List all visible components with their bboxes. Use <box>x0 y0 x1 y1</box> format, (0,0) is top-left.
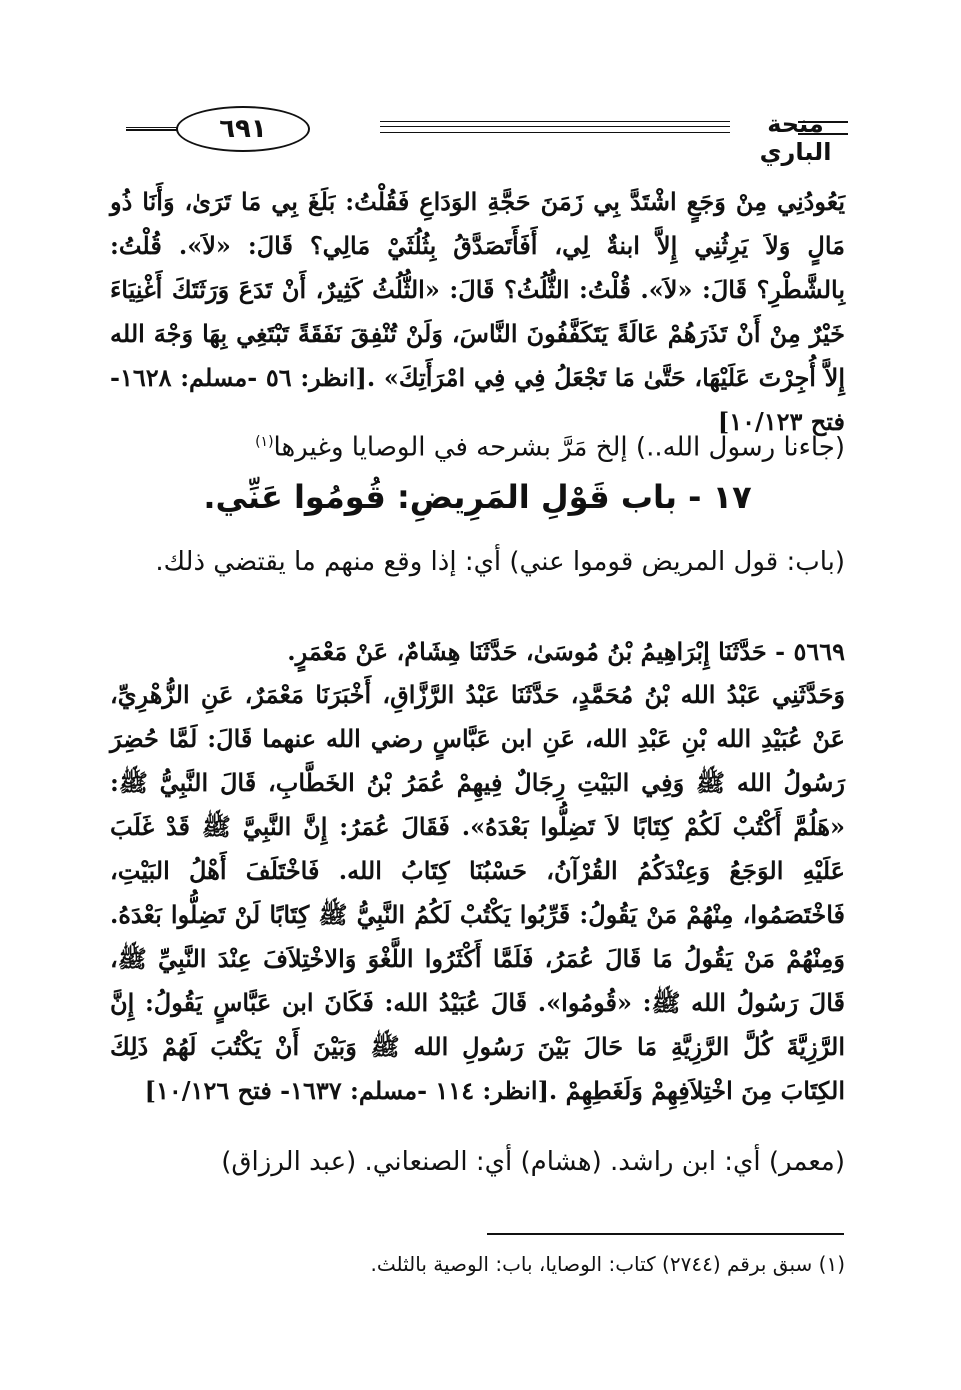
hadith-continuation: يَعُودُنِي مِنْ وَجَعٍ اشْتَدَّ بِي زَمَنَ حَجَّةِ الوَدَاعِ فَقُلْتُ: بَلَغَ بِي مَا تَرَىٰ، وَأَنَا ذُو مَالٍ وَلاَ يَرِثُنِي إِلاَّ ابنةٌ لِي، أَفَأَتَصَدَّقُ بِثُلُثَيْ مَالِي؟ قَالَ: «لاَ». قُلْتُ: بِالشَّطْرِ؟ قَالَ: «لاَ». قُلْتُ: الثُّلُثُ؟ قَالَ: «الثُّلُثُ كَثِيرٌ، أَنْ تَدَعَ وَرَثَتَكَ أَغْنِيَاءَ خَيْرٌ مِنْ أَنْ تَذَرَهُمْ عَالَةً يَتَكَفَّفُونَ النَّاسَ، وَلَنْ تُنْفِقَ نَفَقَةً تَبْتَغِي بِهَا وَجْهَ الله إِلاَّ أُجِرْتَ عَلَيْهَا، حَتَّىٰ مَا تَجْعَلُ فِي فِي امْرَأَتِكَ» .[انظر: ٥٦ -مسلم: ١٦٢٨- فتح ١٠/١٢٣] <box>110 187 845 436</box>
hadith-isnad: ٥٦٦٩ - حَدَّثَنَا إِبْرَاهِيمُ بْنُ مُوسَىٰ، حَدَّثَنَا هِشَامٌ، عَنْ مَعْمَرٍ. <box>287 637 845 666</box>
commentary-1-text: (جاءنا رسول الله..) إلخ مَرَّ بشرحه في الوصايا وغيرها <box>273 432 845 463</box>
commentary-paragraph-3: (معمر) أي: ابن راشد. (هشام) أي: الصنعاني. (عبد الرزاق) <box>221 1147 845 1177</box>
footnote: (١) سبق برقم (٢٧٤٤) كتاب: الوصايا، باب: الوصية بالثلث. <box>370 1252 845 1276</box>
commentary-paragraph-1 <box>110 420 845 470</box>
chapter-title: ١٧ - باب قَوْلِ المَرِيضِ: قُومُوا عَنِّي. <box>203 478 752 516</box>
running-title: منحة الباري <box>759 110 832 166</box>
commentary-paragraph-2: (باب: قول المريض قوموا عني) أي: إذا وقع منهم ما يقتضي ذلك. <box>155 547 845 577</box>
footnote-separator <box>487 1233 844 1235</box>
page-number: ٦٩١ <box>176 106 310 152</box>
footnote-ref: (١) <box>255 434 274 450</box>
hadith-body: وَحَدَّثَنِي عَبْدُ الله بْنُ مُحَمَّدٍ، حَدَّثَنَا عَبْدُ الرَّزَّاقِ، أَخْبَرَنَا مَعْمَرٌ، عَنِ الزُّهْرِيِّ، عَنْ عُبَيْدِ الله بْنِ عَبْدِ الله، عَنِ ابن عَبَّاسٍ رضي الله عنهما قَالَ: لَمَّا حُضِرَ رَسُولُ الله ﷺ وَفِي البَيْتِ رِجَالٌ فِيهِمْ عُمَرُ بْنُ الخَطَّابِ، قَالَ النَّبِيُّ ﷺ: «هَلُمَّ أَكْتُبْ لَكُمْ كِتَابًا لاَ تَضِلُّوا بَعْدَهُ». فَقَالَ عُمَرُ: إِنَّ النَّبِيَّ ﷺ قَدْ غَلَبَ عَلَيْهِ الوَجَعُ وَعِنْدَكُمُ القُرْآنُ، حَسْبُنَا كِتَابُ الله. فَاخْتَلَفَ أَهْلُ البَيْتِ، فَاخْتَصَمُوا، مِنْهُمْ مَنْ يَقُولُ: قَرِّبُوا يَكْتُبْ لَكُمُ النَّبِيُّ ﷺ كِتَابًا لَنْ تَضِلُّوا بَعْدَهُ. وَمِنْهُمْ مَنْ يَقُولُ مَا قَالَ عُمَرُ، فَلَمَّا أَكْثَرُوا اللَّغْوَ وَالاخْتِلاَفَ عِنْدَ النَّبِيِّ ﷺ، قَالَ رَسُولُ الله ﷺ: «قُومُوا». قَالَ عُبَيْدُ الله: فَكَانَ ابن عَبَّاسٍ يَقُولُ: إِنَّ الرَّزِيَّةَ كُلَّ الرَّزِيَّةِ مَا حَالَ بَيْنَ رَسُولِ الله ﷺ وَبَيْنَ أَنْ يَكْتُبَ لَهُمْ ذَلِكَ الكِتَابَ مِنَ اخْتِلاَفِهِمْ وَلَغَطِهِمْ .[انظر: ١١٤ -مسلم: ١٦٣٧- فتح ١٠/١٢٦] <box>110 680 845 1105</box>
page-header <box>118 100 848 166</box>
header-rule-middle <box>380 121 730 133</box>
